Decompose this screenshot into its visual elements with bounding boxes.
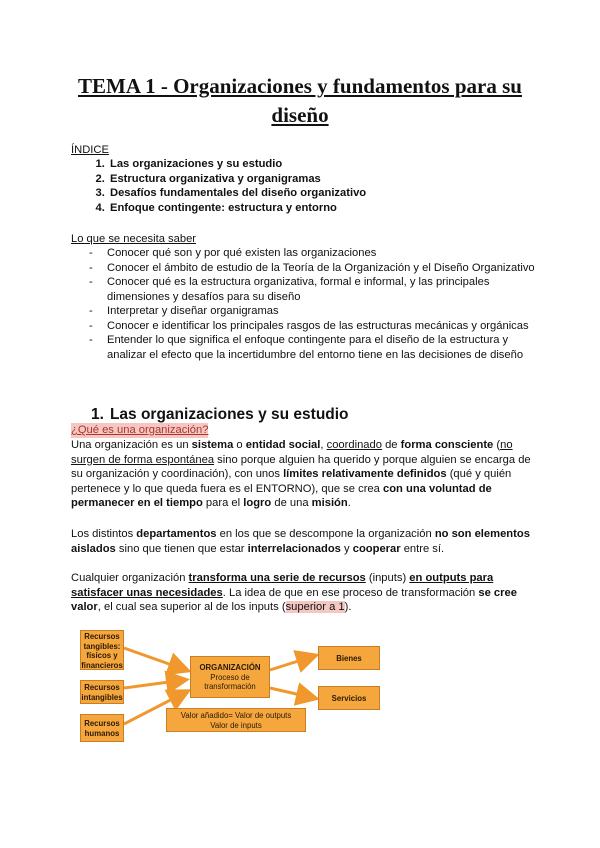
saber-item: - Conocer el ámbito de estudio de la Teoría de la Organización y el Diseño Organizativo — [71, 261, 541, 276]
organizacion-box — [190, 656, 270, 698]
page-title: TEMA 1 - Organizaciones y fundamentos para su diseño — [78, 74, 522, 127]
saber-item: - Interpretar y diseñar organigramas — [71, 304, 541, 319]
arrow-intangibles — [124, 680, 184, 688]
saber-item: - Conocer qué es la estructura organizativa, formal e informal, y las principales dimensiones y desafíos para su diseño — [71, 275, 541, 304]
saber-item: - Conocer e identificar los principales rasgos de las estructuras mecánicas y orgánicas — [71, 319, 541, 334]
saber-list — [71, 246, 541, 362]
arrow-servicios — [270, 688, 314, 698]
saber-item: - Entender lo que significa el enfoque contingente para el diseño de la estructura y analizar el efecto que la incertidumbre del entorno tiene en las decisiones de diseño — [71, 333, 541, 362]
paragraph-departments: Los distintos departamentos en los que se descompone la organización no son elementos aislados sino que tienen que estar interrelacionados y cooperar entre sí. — [71, 528, 530, 555]
input-intangibles: Recursos intangibles — [80, 680, 124, 704]
indice-item: 2. Estructura organizativa y organigramas — [108, 172, 366, 187]
paragraph-definition: Una organización es un sistema o entidad social, coordinado de forma consciente (no surgen de forma espontánea sino porque alguien ha querido y porque alguien se encarga de su organización y coordinación), con unos límites relativamente definidos (qué y quién pertenece y lo que queda fuera es el ENTORNO), que se crea con una voluntad de permanecer en el tiempo para el logro de una misión. — [71, 439, 531, 509]
section-number: 1. — [91, 406, 104, 423]
output-bienes: Bienes — [318, 646, 380, 670]
indice-item: 1. Las organizaciones y su estudio — [108, 157, 366, 172]
organizacion-title: ORGANIZACIÓN — [199, 663, 261, 672]
arrow-bienes — [270, 656, 314, 670]
section-heading — [91, 406, 349, 424]
transformation-diagram — [68, 628, 390, 750]
valor-line-2: Valor de inputs — [210, 720, 262, 730]
arrow-tangibles — [124, 648, 186, 670]
indice-item: 3. Desafíos fundamentales del diseño organizativo — [108, 186, 366, 201]
indice-list — [71, 157, 366, 215]
saber-item: - Conocer qué son y por qué existen las organizaciones — [71, 246, 541, 261]
section-question: ¿Qué es una organización? — [71, 424, 209, 436]
section-title: Las organizaciones y su estudio — [109, 406, 349, 423]
input-tangibles: Recursos tangibles: físicos y financieros — [81, 632, 123, 670]
paragraph-transformation: Cualquier organización transforma una serie de recursos (inputs) en outputs para satisfacer unas necesidades. La idea de que en ese proceso de transformación se cree valor, el cual sea superior al de los inputs (superior a 1). — [71, 572, 517, 613]
saber-label: Lo que se necesita saber — [71, 233, 197, 245]
indice-item: 4. Enfoque contingente: estructura y entorno — [108, 201, 366, 216]
organizacion-subtitle: Proceso de transformación — [204, 672, 256, 691]
valor-line-1: Valor añadido= Valor de outputs — [180, 711, 292, 720]
input-humanos: Recursos humanos — [80, 714, 124, 742]
output-servicios: Servicios — [318, 686, 380, 710]
valor-anadido-box — [166, 708, 306, 732]
indice-label: ÍNDICE — [71, 144, 109, 156]
